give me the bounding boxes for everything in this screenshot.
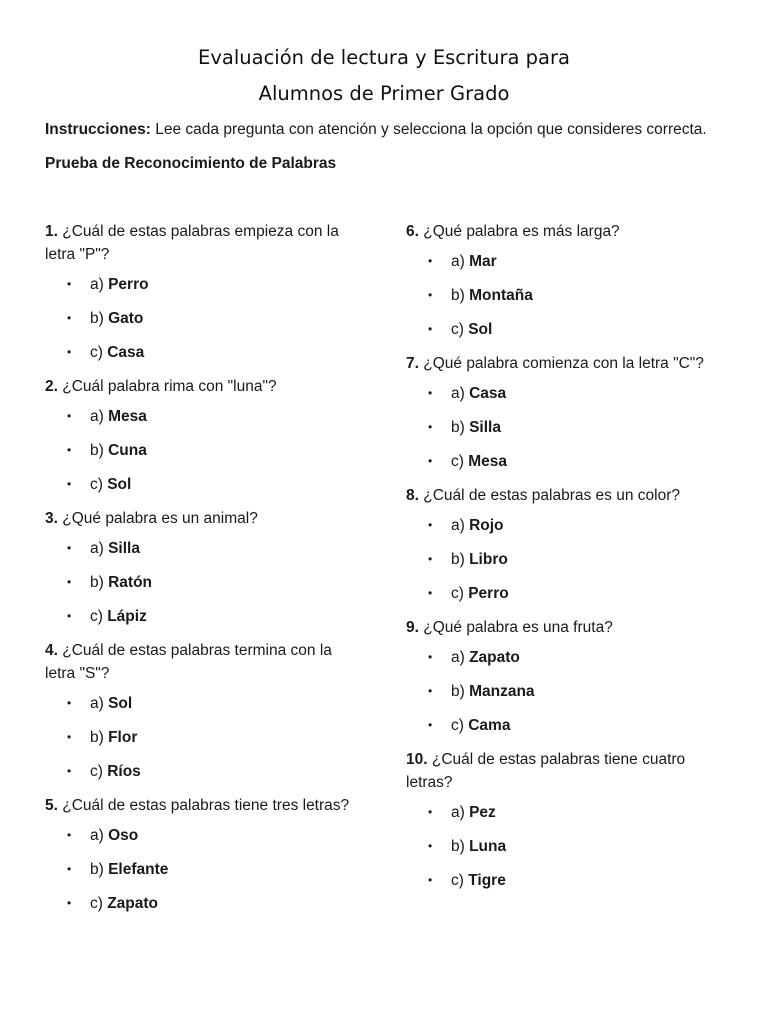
answer-options bbox=[406, 801, 706, 892]
option-text: Sol bbox=[107, 476, 132, 493]
answer-options bbox=[406, 382, 706, 473]
question-block bbox=[45, 794, 365, 915]
option-text: Libro bbox=[469, 551, 508, 568]
question-text bbox=[406, 616, 706, 639]
option-letter: b) bbox=[451, 838, 470, 855]
answer-option[interactable] bbox=[45, 273, 365, 296]
option-text: Ríos bbox=[107, 763, 141, 780]
option-letter: b) bbox=[451, 287, 470, 304]
question-number: 5. bbox=[45, 797, 58, 814]
option-text: Sol bbox=[468, 321, 493, 338]
questions-column-right bbox=[406, 220, 706, 903]
option-letter: a) bbox=[90, 408, 109, 425]
option-letter: b) bbox=[90, 729, 109, 746]
option-letter: a) bbox=[90, 695, 109, 712]
question-prompt: ¿Cuál palabra rima con "luna"? bbox=[57, 378, 277, 395]
option-letter: a) bbox=[451, 385, 470, 402]
question-prompt: ¿Cuál de estas palabras tiene cuatro letras? bbox=[406, 751, 686, 791]
option-text: Rojo bbox=[469, 517, 504, 534]
option-text: Lápiz bbox=[107, 608, 147, 625]
option-letter: b) bbox=[90, 861, 109, 878]
answer-option[interactable] bbox=[45, 537, 365, 560]
option-letter: a) bbox=[451, 517, 470, 534]
option-text: Mesa bbox=[108, 408, 147, 425]
question-number: 10. bbox=[406, 751, 428, 768]
answer-option[interactable] bbox=[406, 318, 706, 341]
question-text bbox=[406, 748, 706, 794]
option-text: Casa bbox=[107, 344, 145, 361]
answer-option[interactable] bbox=[45, 439, 365, 462]
option-letter: c) bbox=[90, 895, 108, 912]
option-text: Mar bbox=[469, 253, 497, 270]
answer-option[interactable] bbox=[45, 892, 365, 915]
answer-options bbox=[406, 514, 706, 605]
answer-options bbox=[45, 537, 365, 628]
question-number: 3. bbox=[45, 510, 58, 527]
answer-option[interactable] bbox=[45, 760, 365, 783]
answer-option[interactable] bbox=[45, 605, 365, 628]
option-letter: b) bbox=[451, 419, 470, 436]
option-text: Tigre bbox=[468, 872, 506, 889]
option-text: Sol bbox=[108, 695, 133, 712]
option-letter: c) bbox=[451, 453, 469, 470]
question-prompt: ¿Qué palabra es una fruta? bbox=[418, 619, 613, 636]
question-block bbox=[406, 484, 706, 605]
question-text bbox=[406, 352, 706, 375]
option-text: Pez bbox=[469, 804, 496, 821]
question-block bbox=[45, 375, 365, 496]
question-block bbox=[45, 220, 365, 364]
option-letter: c) bbox=[451, 717, 469, 734]
section-title: Prueba de Reconocimiento de Palabras bbox=[45, 155, 337, 172]
answer-option[interactable] bbox=[406, 801, 706, 824]
answer-option[interactable] bbox=[406, 548, 706, 571]
question-text bbox=[45, 220, 365, 266]
question-block bbox=[45, 507, 365, 628]
answer-option[interactable] bbox=[406, 284, 706, 307]
answer-option[interactable] bbox=[406, 680, 706, 703]
answer-option[interactable] bbox=[406, 582, 706, 605]
answer-option[interactable] bbox=[45, 858, 365, 881]
option-text: Perro bbox=[468, 585, 509, 602]
question-prompt: ¿Cuál de estas palabras es un color? bbox=[418, 487, 681, 504]
option-letter: c) bbox=[451, 585, 469, 602]
option-text: Casa bbox=[469, 385, 507, 402]
option-text: Mesa bbox=[468, 453, 507, 470]
answer-option[interactable] bbox=[406, 514, 706, 537]
answer-option[interactable] bbox=[45, 824, 365, 847]
question-number: 9. bbox=[406, 619, 419, 636]
option-text: Cama bbox=[468, 717, 511, 734]
question-prompt: ¿Qué palabra comienza con la letra "C"? bbox=[418, 355, 704, 372]
document-title-line-1: Evaluación de lectura y Escritura para bbox=[198, 46, 570, 69]
answer-option[interactable] bbox=[406, 646, 706, 669]
document-title-line-2: Alumnos de Primer Grado bbox=[258, 82, 510, 105]
question-number: 4. bbox=[45, 642, 58, 659]
answer-option[interactable] bbox=[406, 416, 706, 439]
question-number: 6. bbox=[406, 223, 419, 240]
option-letter: b) bbox=[451, 551, 470, 568]
option-text: Manzana bbox=[469, 683, 535, 700]
answer-option[interactable] bbox=[406, 835, 706, 858]
question-number: 2. bbox=[45, 378, 58, 395]
question-text bbox=[406, 220, 706, 243]
question-text bbox=[45, 794, 365, 817]
option-text: Oso bbox=[108, 827, 139, 844]
answer-options bbox=[406, 250, 706, 341]
answer-option[interactable] bbox=[45, 341, 365, 364]
option-letter: a) bbox=[90, 276, 109, 293]
question-prompt: ¿Qué palabra es un animal? bbox=[57, 510, 258, 527]
option-letter: b) bbox=[90, 574, 109, 591]
answer-option[interactable] bbox=[406, 869, 706, 892]
option-letter: b) bbox=[451, 683, 470, 700]
instructions-text: Lee cada pregunta con atención y selecciona la opción que consideres correcta. bbox=[150, 121, 707, 138]
option-letter: a) bbox=[451, 253, 470, 270]
answer-option[interactable] bbox=[45, 473, 365, 496]
question-block bbox=[406, 352, 706, 473]
question-prompt: ¿Cuál de estas palabras termina con la letra "S"? bbox=[45, 642, 332, 682]
answer-option[interactable] bbox=[45, 307, 365, 330]
question-block bbox=[406, 220, 706, 341]
option-letter: a) bbox=[451, 649, 470, 666]
option-letter: c) bbox=[90, 763, 108, 780]
answer-options bbox=[45, 824, 365, 915]
option-letter: a) bbox=[90, 827, 109, 844]
question-text bbox=[45, 375, 365, 398]
answer-option[interactable] bbox=[406, 714, 706, 737]
question-block bbox=[406, 748, 706, 892]
answer-options bbox=[45, 405, 365, 496]
option-text: Perro bbox=[108, 276, 149, 293]
question-prompt: ¿Cuál de estas palabras tiene tres letras? bbox=[57, 797, 350, 814]
question-text bbox=[406, 484, 706, 507]
answer-option[interactable] bbox=[406, 250, 706, 273]
answer-option[interactable] bbox=[406, 450, 706, 473]
option-text: Luna bbox=[469, 838, 507, 855]
question-prompt: ¿Qué palabra es más larga? bbox=[418, 223, 620, 240]
answer-option[interactable] bbox=[45, 405, 365, 428]
answer-options bbox=[45, 692, 365, 783]
option-text: Gato bbox=[108, 310, 144, 327]
answer-options bbox=[406, 646, 706, 737]
question-number: 7. bbox=[406, 355, 419, 372]
answer-option[interactable] bbox=[45, 726, 365, 749]
question-text bbox=[45, 639, 365, 685]
question-prompt: ¿Cuál de estas palabras empieza con la letra "P"? bbox=[45, 223, 339, 263]
answer-option[interactable] bbox=[45, 571, 365, 594]
answer-option[interactable] bbox=[45, 692, 365, 715]
question-number: 8. bbox=[406, 487, 419, 504]
question-block bbox=[406, 616, 706, 737]
question-block bbox=[45, 639, 365, 783]
answer-options bbox=[45, 273, 365, 364]
option-text: Zapato bbox=[107, 895, 159, 912]
option-letter: a) bbox=[90, 540, 109, 557]
option-letter: c) bbox=[90, 344, 108, 361]
option-text: Zapato bbox=[469, 649, 520, 666]
option-letter: b) bbox=[90, 442, 109, 459]
answer-option[interactable] bbox=[406, 382, 706, 405]
option-letter: c) bbox=[451, 321, 469, 338]
question-text bbox=[45, 507, 365, 530]
option-letter: c) bbox=[90, 476, 108, 493]
instructions bbox=[45, 119, 745, 141]
option-text: Cuna bbox=[108, 442, 147, 459]
option-letter: c) bbox=[90, 608, 108, 625]
option-text: Ratón bbox=[108, 574, 153, 591]
option-text: Silla bbox=[108, 540, 140, 557]
option-text: Montaña bbox=[469, 287, 533, 304]
option-letter: a) bbox=[451, 804, 470, 821]
instructions-label: Instrucciones: bbox=[45, 121, 151, 138]
option-letter: b) bbox=[90, 310, 109, 327]
questions-column-left bbox=[45, 220, 365, 926]
option-text: Silla bbox=[469, 419, 501, 436]
option-text: Elefante bbox=[108, 861, 169, 878]
option-text: Flor bbox=[108, 729, 138, 746]
question-number: 1. bbox=[45, 223, 58, 240]
option-letter: c) bbox=[451, 872, 469, 889]
